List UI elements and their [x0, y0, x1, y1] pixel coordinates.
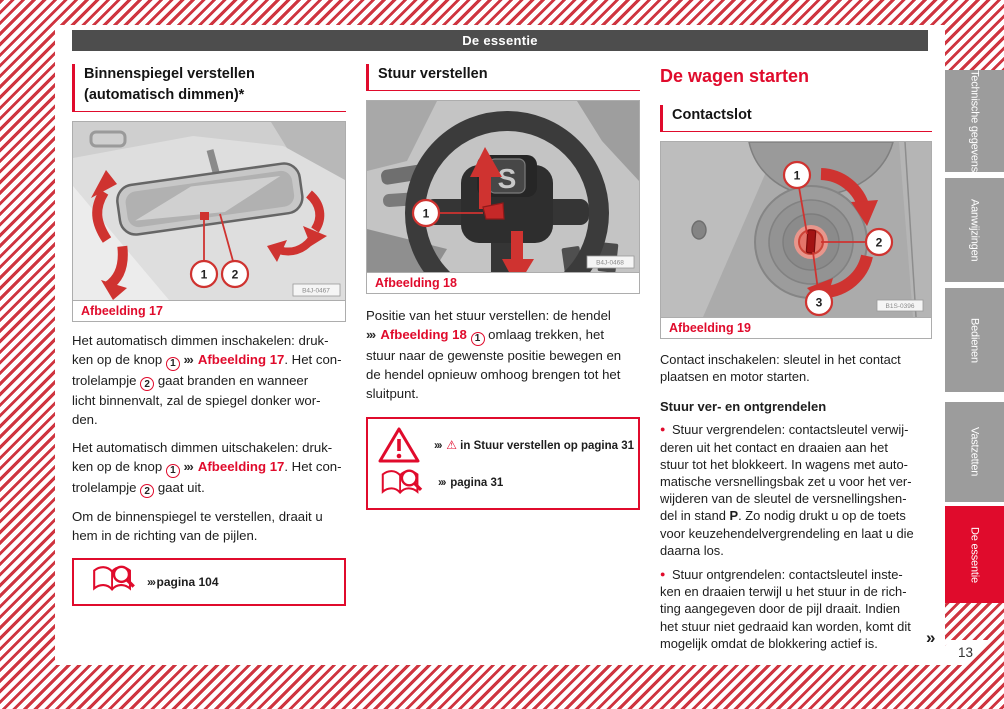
warning-reference-text: ››› ⚠ in Stuur verstellen op pagina 31	[434, 437, 634, 452]
continuation-marker: »	[926, 628, 936, 647]
figure-19-caption: Afbeelding 19	[661, 317, 931, 338]
svg-text:1: 1	[793, 168, 801, 183]
svg-text:S: S	[497, 163, 517, 194]
svg-text:2: 2	[231, 267, 239, 282]
page-number: 13	[958, 645, 974, 660]
sidebar-tab-technische-gegevens[interactable]: Technische gegevens	[945, 70, 1004, 172]
svg-text:2: 2	[875, 235, 883, 250]
chapter-header	[72, 30, 928, 51]
chapter-title: De essentie	[462, 33, 538, 48]
section-heading-stuur: Stuur verstellen	[366, 64, 640, 91]
ignition-lock-illustration	[661, 142, 931, 317]
bullet-paragraph: ● Stuur ontgrendelen: contactsleutel inste- ken en draaien terwijl u het stuur in de rich- ting aangegeven door de pijl draait. Indien het stuur niet gedraaid kan worden, komt dit mogelijk omdat de blokkering actief is.	[660, 567, 911, 651]
paragraph: Positie van het stuur verstellen: de hendel ››› Afbeelding 18 1 omlaag trekken, het stuur naar de gewenste positie bewegen en de hendel opnieuw omhoog brengen tot het sluitpunt.	[366, 308, 622, 401]
paragraph: Om de binnenspiegel te verstellen, draait u hem in de richting van de pijlen.	[72, 509, 323, 543]
reference-box-pagina-104	[72, 558, 346, 606]
figure-19	[660, 141, 932, 339]
paragraph: Contact inschakelen: sleutel in het contact plaatsen en motor starten.	[660, 352, 901, 385]
figure-18-caption: Afbeelding 18	[367, 272, 639, 293]
page-reference-text: ››› pagina 31	[438, 477, 504, 489]
sidebar-tab-bedienen[interactable]: Bedienen	[945, 288, 1004, 392]
bullet-paragraph: ● Stuur vergrendelen: contactsleutel verwij- deren uit het contact en draaien aan het stuur tot het blokkeert. In wagens met auto- matische versnellingsbak zet u voor het ver- wijderen van de sleutel de versnellingshen- del in stand P. Zo nodig drukt u op de toets voor keuzehendelvergrendeling en laat u die daarna los.	[660, 422, 914, 558]
warning-icon	[372, 425, 426, 465]
svg-text:3: 3	[815, 295, 823, 310]
sidebar-tab-vastzetten[interactable]: Vastzetten	[945, 402, 1004, 502]
column-binnenspiegel	[72, 64, 346, 606]
paragraph: Het automatisch dimmen inschakelen: druk- ken op de knop 1 ››› Afbeelding 17. Het con- trolelampje 2 gaat branden en wanneer licht binnenvalt, zal de spiegel donker wor- den.	[72, 333, 342, 427]
column-wagen-starten	[660, 64, 932, 652]
svg-text:B4J-0468: B4J-0468	[596, 259, 624, 267]
paragraph: Het automatisch dimmen uitschakelen: druk- ken op de knop 1 ››› Afbeelding 17. Het con- trolelampje 2 gaat uit.	[72, 440, 342, 497]
svg-text:B4J-0467: B4J-0467	[302, 287, 330, 295]
warning-row	[372, 425, 634, 465]
reference-text: ››› pagina 104	[147, 575, 219, 589]
warning-reference-box	[366, 417, 640, 510]
book-row	[372, 465, 634, 502]
sidebar-tab-aanwijzingen[interactable]: Aanwijzingen	[945, 178, 1004, 282]
mirror-illustration	[73, 122, 345, 300]
subsection-heading: Stuur ver- en ontgrendelen	[660, 399, 827, 415]
svg-text:1: 1	[200, 267, 208, 282]
section-heading-binnenspiegel: Binnenspiegel verstellen (automatisch dimmen)*	[72, 64, 346, 112]
sidebar-tab-de-essentie[interactable]: De essentie	[945, 506, 1004, 603]
svg-text:B1S-0396: B1S-0396	[885, 303, 915, 310]
book-reference-icon	[372, 468, 430, 499]
book-reference-icon	[90, 564, 136, 601]
figure-18	[366, 100, 640, 294]
section-heading-contactslot: Contactslot	[660, 105, 932, 132]
svg-text:1: 1	[422, 206, 430, 221]
figure-17	[72, 121, 346, 322]
column-stuur-verstellen	[366, 64, 640, 510]
steering-wheel-illustration	[367, 101, 639, 272]
figure-17-caption: Afbeelding 17	[73, 300, 345, 321]
chapter-section-title: De wagen starten	[660, 66, 810, 86]
